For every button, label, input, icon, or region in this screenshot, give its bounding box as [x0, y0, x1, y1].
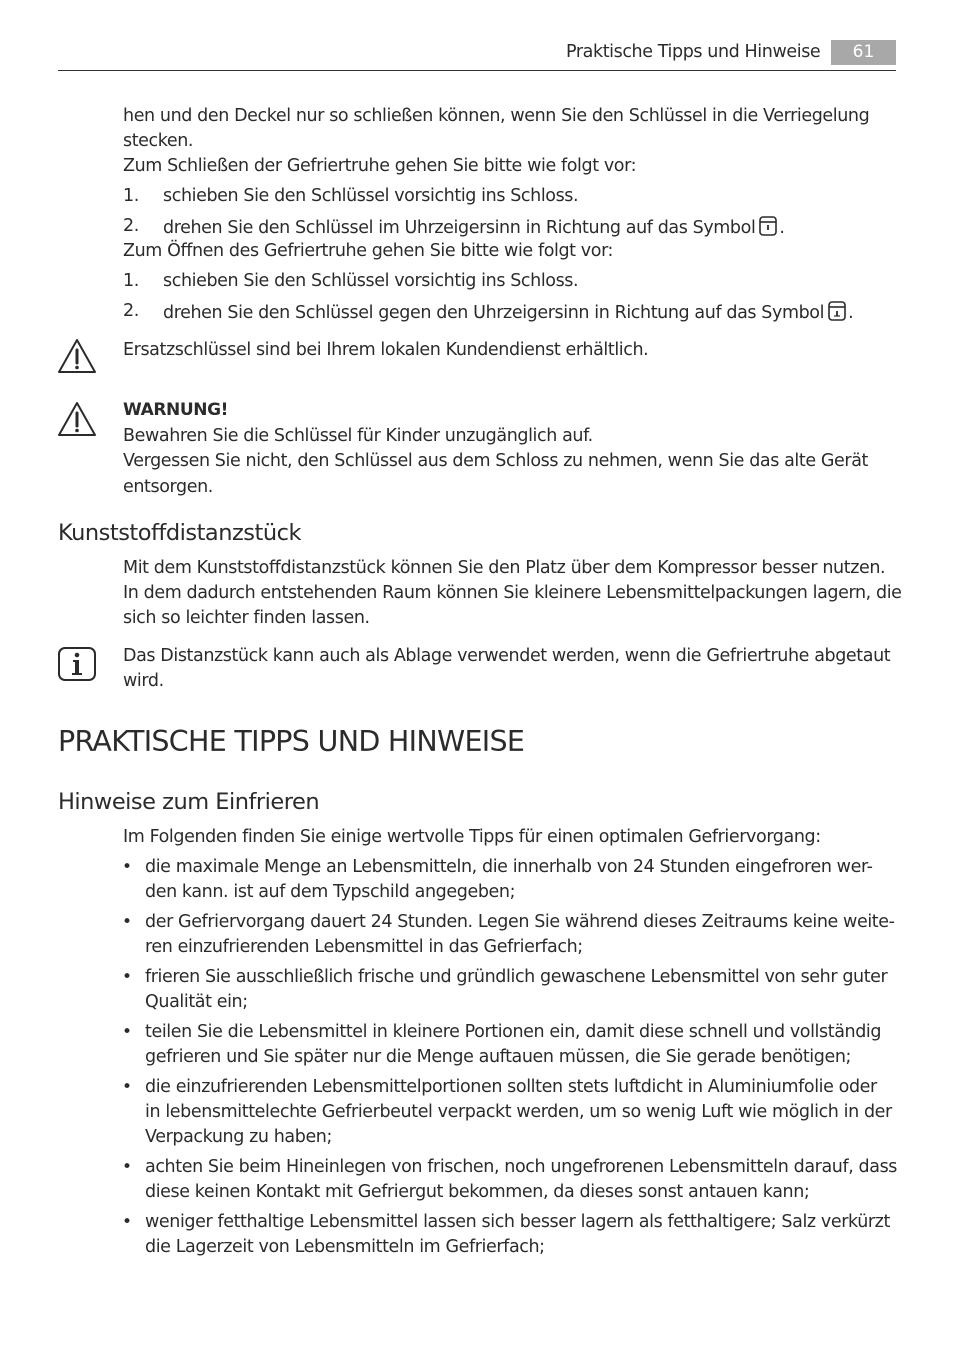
bullet-1-line-2: den kann. ist auf dem Typschild angegeben; — [145, 882, 516, 902]
bullet-4-line-1: teilen Sie die Lebensmittel in kleinere Portionen ein, damit diese schnell und vollständig — [145, 1022, 882, 1042]
close-step-2-text: drehen Sie den Schlüssel im Uhrzeigersinn in Richtung auf das Symbol — [163, 218, 756, 238]
bullet-marker: • — [122, 857, 133, 877]
bullet-5-line-2: in lebensmittelechte Gefrierbeutel verpackt werden, um so wenig Luft wie möglich in der — [145, 1102, 892, 1122]
bullet-7-line-2: die Lagerzeit von Lebensmitteln im Gefrierfach; — [145, 1237, 545, 1257]
bullet-marker: • — [122, 1077, 133, 1097]
caution-triangle-icon — [57, 338, 97, 378]
close-step-2-period: . — [779, 218, 785, 238]
warning-title: WARNUNG! — [123, 400, 229, 420]
bullet-marker: • — [122, 967, 133, 987]
bullet-2-line-1: der Gefriervorgang dauert 24 Stunden. Legen Sie während dieses Zeitraums keine weite- — [145, 912, 895, 932]
info-line-1: Das Distanzstück kann auch als Ablage verwendet werden, wenn die Gefriertruhe abgetaut — [123, 646, 891, 666]
bullet-6-line-1: achten Sie beim Hineinlegen von frischen, noch ungefrorenen Lebensmitteln darauf, dass — [145, 1157, 898, 1177]
bullet-marker: • — [122, 912, 133, 932]
lock-open-icon — [828, 299, 846, 329]
warning-line-1: Bewahren Sie die Schlüssel für Kinder unzugänglich auf. — [123, 426, 593, 446]
open-instructions-intro: Zum Öffnen des Gefriertruhe gehen Sie bitte wie folgt vor: — [123, 241, 614, 261]
section-heading-freezing: Hinweise zum Einfrieren — [58, 789, 320, 815]
warning-line-3: entsorgen. — [123, 477, 213, 497]
open-step-2-period: . — [848, 303, 854, 323]
running-header-title: Praktische Tipps und Hinweise — [566, 42, 821, 62]
bullet-2-line-2: ren einzufrierenden Lebensmittel in das Gefrierfach; — [145, 937, 583, 957]
freezing-intro: Im Folgenden finden Sie einige wertvolle Tipps für einen optimalen Gefriervorgang: — [123, 827, 821, 847]
bullet-5-line-1: die einzufrierenden Lebensmittelportionen sollten stets luftdicht in Aluminiumfolie oder — [145, 1077, 877, 1097]
spacer-para-line-3: sich so leichter finden lassen. — [123, 608, 370, 628]
bullet-5-line-3: Verpackung zu haben; — [145, 1127, 332, 1147]
open-step-1-text: schieben Sie den Schlüssel vorsichtig ins Schloss. — [163, 271, 579, 291]
info-icon — [58, 647, 96, 685]
bullet-marker: • — [122, 1022, 133, 1042]
spacer-para-line-2: In dem dadurch entstehenden Raum können Sie kleinere Lebensmittelpackungen lagern, die — [123, 583, 902, 603]
intro-line-1: hen und den Deckel nur so schließen können, wenn Sie den Schlüssel in die Verriegelung — [123, 106, 870, 126]
bullet-marker: • — [122, 1212, 133, 1232]
caution-note-text: Ersatzschlüssel sind bei Ihrem lokalen Kundendienst erhältlich. — [123, 340, 649, 360]
bullet-7-line-1: weniger fetthaltige Lebensmittel lassen sich besser lagern als fetthaltigere; Salz verkürzt — [145, 1212, 890, 1232]
info-line-2: wird. — [123, 671, 164, 691]
open-step-1-number: 1. — [123, 271, 139, 291]
open-step-2-number: 2. — [123, 301, 139, 321]
section-heading-spacer: Kunststoffdistanzstück — [58, 520, 301, 546]
chapter-title: PRAKTISCHE TIPPS UND HINWEISE — [58, 725, 525, 758]
open-step-2-text: drehen Sie den Schlüssel gegen den Uhrzeigersinn in Richtung auf das Symbol — [163, 303, 825, 323]
bullet-6-line-2: diese keinen Kontakt mit Gefriergut bekommen, da dieses sonst antauen kann; — [145, 1182, 810, 1202]
close-step-2-number: 2. — [123, 216, 139, 236]
bullet-3-line-1: frieren Sie ausschließlich frische und gründlich gewaschene Lebensmittel von sehr guter — [145, 967, 888, 987]
intro-line-2: stecken. — [123, 131, 194, 151]
close-step-1-text: schieben Sie den Schlüssel vorsichtig ins Schloss. — [163, 186, 579, 206]
warning-triangle-icon — [57, 401, 97, 441]
bullet-4-line-2: gefrieren und Sie später nur die Menge auftauen müssen, die Sie gerade benötigen; — [145, 1047, 852, 1067]
lock-closed-icon — [759, 214, 777, 244]
warning-line-2: Vergessen Sie nicht, den Schlüssel aus dem Schloss zu nehmen, wenn Sie das alte Gerät — [123, 451, 868, 471]
bullet-marker: • — [122, 1157, 133, 1177]
bullet-1-line-1: die maximale Menge an Lebensmitteln, die innerhalb von 24 Stunden eingefroren wer- — [145, 857, 873, 877]
close-instructions-intro: Zum Schließen der Gefriertruhe gehen Sie bitte wie folgt vor: — [123, 156, 637, 176]
spacer-para-line-1: Mit dem Kunststoffdistanzstück können Sie den Platz über dem Kompressor besser nutzen. — [123, 558, 886, 578]
bullet-3-line-2: Qualität ein; — [145, 992, 248, 1012]
header-rule — [58, 70, 896, 71]
open-step-2 — [163, 299, 853, 329]
page-number: 61 — [831, 40, 896, 65]
close-step-1-number: 1. — [123, 186, 139, 206]
